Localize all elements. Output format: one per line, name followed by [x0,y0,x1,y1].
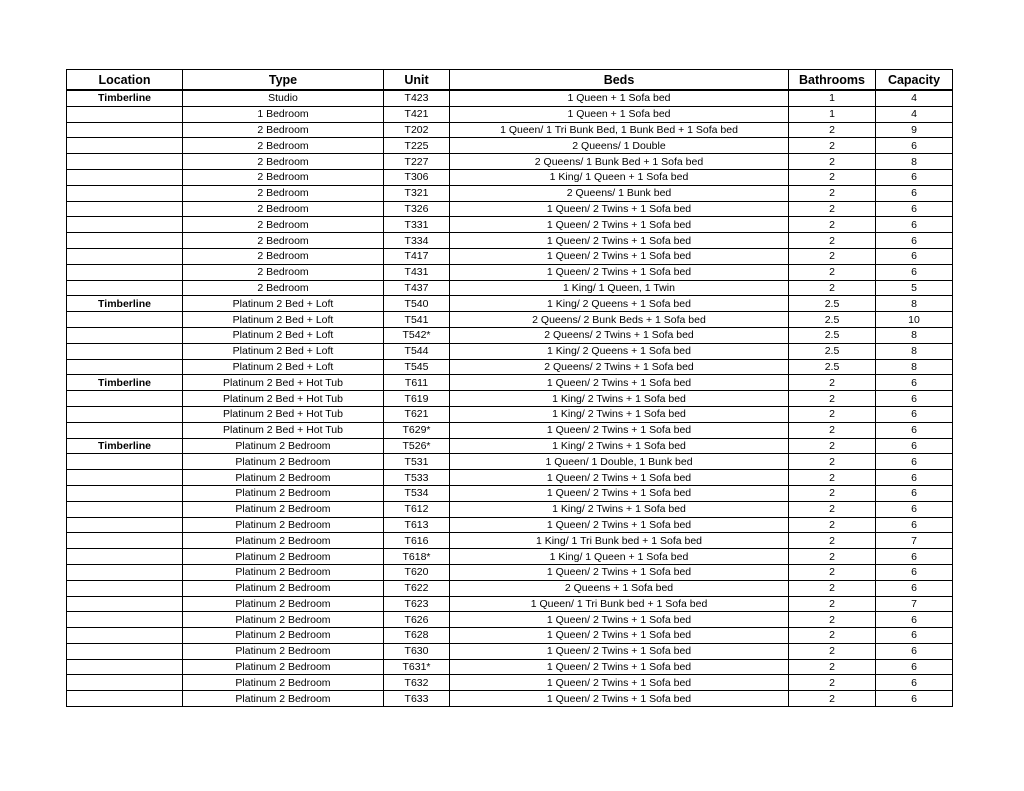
cell-location [67,391,183,407]
cell-capacity: 6 [876,501,953,517]
cell-location [67,201,183,217]
cell-bathrooms: 2 [789,438,876,454]
table-row [67,659,953,675]
cell-beds: 1 Queen/ 1 Tri Bunk Bed, 1 Bunk Bed + 1 Sofa bed [450,122,789,138]
table-row [67,580,953,596]
cell-location [67,675,183,691]
header-row [67,70,953,91]
table-row [67,343,953,359]
cell-type: Platinum 2 Bedroom [183,675,384,691]
header-bathrooms: Bathrooms [789,70,876,91]
cell-bathrooms: 2 [789,122,876,138]
cell-bathrooms: 2 [789,628,876,644]
cell-unit: T531 [384,454,450,470]
cell-unit: T437 [384,280,450,296]
unit-table [66,69,953,707]
cell-capacity: 6 [876,422,953,438]
cell-type: Platinum 2 Bedroom [183,485,384,501]
table-row [67,406,953,422]
cell-unit: T542* [384,327,450,343]
cell-unit: T227 [384,154,450,170]
cell-type: Platinum 2 Bedroom [183,517,384,533]
cell-capacity: 6 [876,628,953,644]
cell-bathrooms: 2 [789,248,876,264]
cell-bathrooms: 2 [789,643,876,659]
cell-bathrooms: 2 [789,454,876,470]
cell-unit: T611 [384,375,450,391]
cell-beds: 1 Queen/ 2 Twins + 1 Sofa bed [450,248,789,264]
table-row [67,675,953,691]
cell-type: 2 Bedroom [183,233,384,249]
cell-capacity: 6 [876,185,953,201]
table-row [67,248,953,264]
table-row [67,438,953,454]
cell-bathrooms: 2 [789,138,876,154]
cell-bathrooms: 2 [789,154,876,170]
cell-capacity: 6 [876,438,953,454]
cell-bathrooms: 2 [789,580,876,596]
table-row [67,296,953,312]
cell-type: Platinum 2 Bed + Loft [183,327,384,343]
cell-type: Platinum 2 Bedroom [183,659,384,675]
cell-beds: 1 Queen/ 2 Twins + 1 Sofa bed [450,470,789,486]
table-row [67,485,953,501]
cell-type: Platinum 2 Bed + Loft [183,359,384,375]
cell-bathrooms: 2 [789,485,876,501]
cell-beds: 1 Queen/ 2 Twins + 1 Sofa bed [450,517,789,533]
cell-beds: 2 Queens + 1 Sofa bed [450,580,789,596]
cell-location [67,517,183,533]
cell-bathrooms: 2.5 [789,296,876,312]
cell-capacity: 6 [876,201,953,217]
cell-unit: T541 [384,312,450,328]
cell-unit: T631* [384,659,450,675]
cell-unit: T331 [384,217,450,233]
cell-beds: 1 King/ 2 Twins + 1 Sofa bed [450,406,789,422]
cell-type: 2 Bedroom [183,154,384,170]
cell-type: Platinum 2 Bedroom [183,612,384,628]
cell-type: Platinum 2 Bed + Hot Tub [183,375,384,391]
cell-capacity: 6 [876,470,953,486]
cell-location: Timberline [67,375,183,391]
header-type: Type [183,70,384,91]
cell-capacity: 6 [876,217,953,233]
cell-capacity: 9 [876,122,953,138]
cell-bathrooms: 2 [789,375,876,391]
header-location: Location [67,70,183,91]
table-row [67,470,953,486]
cell-bathrooms: 2 [789,675,876,691]
cell-bathrooms: 2 [789,185,876,201]
table-row [67,501,953,517]
table-row [67,549,953,565]
cell-type: Platinum 2 Bed + Hot Tub [183,422,384,438]
cell-beds: 1 Queen/ 2 Twins + 1 Sofa bed [450,564,789,580]
cell-unit: T623 [384,596,450,612]
cell-location [67,343,183,359]
cell-capacity: 6 [876,517,953,533]
cell-capacity: 6 [876,659,953,675]
cell-capacity: 8 [876,296,953,312]
cell-type: Platinum 2 Bedroom [183,533,384,549]
cell-capacity: 8 [876,327,953,343]
cell-unit: T618* [384,549,450,565]
header-beds: Beds [450,70,789,91]
cell-location [67,280,183,296]
cell-location: Timberline [67,438,183,454]
cell-capacity: 6 [876,643,953,659]
cell-unit: T626 [384,612,450,628]
cell-type: Platinum 2 Bedroom [183,564,384,580]
table-row [67,422,953,438]
cell-unit: T544 [384,343,450,359]
cell-beds: 2 Queens/ 1 Bunk bed [450,185,789,201]
cell-capacity: 6 [876,564,953,580]
cell-location [67,248,183,264]
cell-location [67,501,183,517]
cell-unit: T326 [384,201,450,217]
cell-beds: 1 Queen/ 1 Tri Bunk bed + 1 Sofa bed [450,596,789,612]
cell-type: Platinum 2 Bedroom [183,470,384,486]
cell-unit: T423 [384,90,450,106]
cell-type: 2 Bedroom [183,122,384,138]
table-row [67,391,953,407]
cell-unit: T321 [384,185,450,201]
cell-capacity: 6 [876,264,953,280]
table-row [67,359,953,375]
cell-type: Platinum 2 Bed + Hot Tub [183,391,384,407]
cell-type: Platinum 2 Bed + Loft [183,343,384,359]
table-row [67,138,953,154]
cell-location [67,564,183,580]
cell-beds: 1 King/ 1 Queen, 1 Twin [450,280,789,296]
table-row [67,517,953,533]
cell-type: 2 Bedroom [183,138,384,154]
cell-capacity: 6 [876,691,953,707]
cell-beds: 1 Queen/ 2 Twins + 1 Sofa bed [450,675,789,691]
cell-capacity: 7 [876,533,953,549]
cell-bathrooms: 2 [789,612,876,628]
cell-location [67,327,183,343]
cell-type: 2 Bedroom [183,217,384,233]
cell-bathrooms: 1 [789,106,876,122]
cell-location [67,628,183,644]
cell-beds: 1 King/ 2 Queens + 1 Sofa bed [450,343,789,359]
cell-beds: 1 Queen/ 1 Double, 1 Bunk bed [450,454,789,470]
cell-beds: 2 Queens/ 2 Twins + 1 Sofa bed [450,327,789,343]
cell-bathrooms: 2.5 [789,359,876,375]
cell-bathrooms: 2 [789,691,876,707]
cell-beds: 1 King/ 1 Queen + 1 Sofa bed [450,549,789,565]
cell-unit: T621 [384,406,450,422]
cell-type: Platinum 2 Bedroom [183,628,384,644]
cell-location [67,533,183,549]
cell-capacity: 6 [876,580,953,596]
cell-bathrooms: 2 [789,217,876,233]
cell-type: Platinum 2 Bedroom [183,454,384,470]
cell-unit: T612 [384,501,450,517]
table-row [67,612,953,628]
cell-location [67,612,183,628]
cell-unit: T421 [384,106,450,122]
cell-capacity: 6 [876,454,953,470]
cell-location [67,580,183,596]
cell-bathrooms: 2 [789,517,876,533]
cell-beds: 1 Queen/ 2 Twins + 1 Sofa bed [450,201,789,217]
cell-unit: T628 [384,628,450,644]
header-unit: Unit [384,70,450,91]
cell-beds: 1 Queen/ 2 Twins + 1 Sofa bed [450,628,789,644]
cell-bathrooms: 2 [789,470,876,486]
table-row [67,217,953,233]
cell-beds: 1 King/ 2 Twins + 1 Sofa bed [450,391,789,407]
cell-type: 1 Bedroom [183,106,384,122]
cell-type: Platinum 2 Bedroom [183,580,384,596]
cell-location [67,691,183,707]
table-row [67,106,953,122]
cell-capacity: 5 [876,280,953,296]
cell-beds: 1 Queen/ 2 Twins + 1 Sofa bed [450,691,789,707]
cell-bathrooms: 2 [789,501,876,517]
cell-bathrooms: 2 [789,549,876,565]
cell-beds: 1 Queen/ 2 Twins + 1 Sofa bed [450,612,789,628]
table-row [67,533,953,549]
cell-type: Platinum 2 Bedroom [183,438,384,454]
cell-location [67,406,183,422]
cell-capacity: 10 [876,312,953,328]
cell-beds: 1 Queen/ 2 Twins + 1 Sofa bed [450,375,789,391]
cell-type: 2 Bedroom [183,264,384,280]
table-row [67,596,953,612]
cell-location [67,659,183,675]
cell-unit: T225 [384,138,450,154]
cell-location [67,359,183,375]
cell-beds: 1 King/ 1 Tri Bunk bed + 1 Sofa bed [450,533,789,549]
cell-bathrooms: 2.5 [789,312,876,328]
table-row [67,628,953,644]
cell-capacity: 8 [876,343,953,359]
cell-location [67,106,183,122]
cell-location [67,485,183,501]
cell-type: 2 Bedroom [183,280,384,296]
cell-bathrooms: 2 [789,659,876,675]
cell-capacity: 6 [876,612,953,628]
cell-type: Platinum 2 Bedroom [183,549,384,565]
cell-capacity: 6 [876,406,953,422]
table-row [67,201,953,217]
cell-unit: T526* [384,438,450,454]
cell-beds: 1 King/ 2 Twins + 1 Sofa bed [450,501,789,517]
cell-type: Platinum 2 Bed + Hot Tub [183,406,384,422]
cell-capacity: 8 [876,154,953,170]
cell-bathrooms: 2 [789,596,876,612]
cell-location [67,217,183,233]
table-row [67,564,953,580]
table-row [67,375,953,391]
cell-unit: T540 [384,296,450,312]
cell-unit: T616 [384,533,450,549]
cell-capacity: 8 [876,359,953,375]
cell-beds: 1 Queen/ 2 Twins + 1 Sofa bed [450,659,789,675]
table-row [67,312,953,328]
cell-unit: T202 [384,122,450,138]
cell-beds: 2 Queens/ 1 Double [450,138,789,154]
cell-capacity: 6 [876,233,953,249]
cell-location [67,454,183,470]
cell-bathrooms: 2 [789,422,876,438]
cell-capacity: 6 [876,248,953,264]
cell-bathrooms: 2.5 [789,327,876,343]
cell-type: Platinum 2 Bedroom [183,501,384,517]
cell-beds: 1 Queen + 1 Sofa bed [450,90,789,106]
cell-type: 2 Bedroom [183,248,384,264]
cell-location [67,169,183,185]
cell-location [67,233,183,249]
cell-beds: 1 Queen + 1 Sofa bed [450,106,789,122]
cell-unit: T629* [384,422,450,438]
cell-capacity: 6 [876,675,953,691]
table-row [67,185,953,201]
cell-unit: T334 [384,233,450,249]
cell-beds: 1 Queen/ 2 Twins + 1 Sofa bed [450,643,789,659]
cell-unit: T613 [384,517,450,533]
cell-bathrooms: 2 [789,564,876,580]
cell-capacity: 6 [876,391,953,407]
cell-unit: T633 [384,691,450,707]
cell-unit: T534 [384,485,450,501]
cell-location: Timberline [67,90,183,106]
cell-location [67,154,183,170]
cell-bathrooms: 2 [789,391,876,407]
cell-beds: 1 Queen/ 2 Twins + 1 Sofa bed [450,217,789,233]
table-row [67,280,953,296]
cell-unit: T630 [384,643,450,659]
cell-unit: T619 [384,391,450,407]
cell-location: Timberline [67,296,183,312]
cell-beds: 1 Queen/ 2 Twins + 1 Sofa bed [450,485,789,501]
cell-location [67,264,183,280]
cell-bathrooms: 2 [789,264,876,280]
table-row [67,90,953,106]
cell-bathrooms: 2 [789,280,876,296]
cell-capacity: 6 [876,169,953,185]
table-row [67,169,953,185]
cell-type: Platinum 2 Bed + Loft [183,296,384,312]
table-row [67,691,953,707]
table-row [67,643,953,659]
cell-unit: T306 [384,169,450,185]
cell-location [67,596,183,612]
table-row [67,454,953,470]
cell-beds: 1 Queen/ 2 Twins + 1 Sofa bed [450,422,789,438]
cell-type: Platinum 2 Bedroom [183,643,384,659]
cell-capacity: 6 [876,138,953,154]
table-row [67,233,953,249]
cell-unit: T545 [384,359,450,375]
cell-capacity: 6 [876,485,953,501]
cell-beds: 1 King/ 1 Queen + 1 Sofa bed [450,169,789,185]
cell-location [67,138,183,154]
cell-capacity: 6 [876,375,953,391]
cell-type: 2 Bedroom [183,185,384,201]
cell-bathrooms: 2.5 [789,343,876,359]
cell-beds: 2 Queens/ 1 Bunk Bed + 1 Sofa bed [450,154,789,170]
cell-beds: 1 King/ 2 Queens + 1 Sofa bed [450,296,789,312]
cell-bathrooms: 2 [789,201,876,217]
cell-capacity: 7 [876,596,953,612]
cell-bathrooms: 1 [789,90,876,106]
cell-type: Platinum 2 Bed + Loft [183,312,384,328]
cell-capacity: 4 [876,106,953,122]
cell-location [67,422,183,438]
cell-location [67,122,183,138]
cell-beds: 1 King/ 2 Twins + 1 Sofa bed [450,438,789,454]
cell-type: Platinum 2 Bedroom [183,596,384,612]
cell-bathrooms: 2 [789,233,876,249]
cell-location [67,549,183,565]
cell-type: Platinum 2 Bedroom [183,691,384,707]
cell-unit: T417 [384,248,450,264]
cell-bathrooms: 2 [789,533,876,549]
cell-unit: T620 [384,564,450,580]
cell-beds: 2 Queens/ 2 Bunk Beds + 1 Sofa bed [450,312,789,328]
cell-unit: T533 [384,470,450,486]
table-body [67,90,953,707]
cell-location [67,643,183,659]
cell-beds: 2 Queens/ 2 Twins + 1 Sofa bed [450,359,789,375]
cell-unit: T632 [384,675,450,691]
cell-location [67,470,183,486]
table-row [67,122,953,138]
header-capacity: Capacity [876,70,953,91]
cell-unit: T622 [384,580,450,596]
cell-beds: 1 Queen/ 2 Twins + 1 Sofa bed [450,264,789,280]
cell-location [67,185,183,201]
table-row [67,264,953,280]
cell-unit: T431 [384,264,450,280]
cell-bathrooms: 2 [789,169,876,185]
cell-location [67,312,183,328]
cell-type: 2 Bedroom [183,201,384,217]
table-row [67,327,953,343]
cell-type: 2 Bedroom [183,169,384,185]
cell-capacity: 4 [876,90,953,106]
cell-beds: 1 Queen/ 2 Twins + 1 Sofa bed [450,233,789,249]
cell-capacity: 6 [876,549,953,565]
table-row [67,154,953,170]
cell-type: Studio [183,90,384,106]
cell-bathrooms: 2 [789,406,876,422]
